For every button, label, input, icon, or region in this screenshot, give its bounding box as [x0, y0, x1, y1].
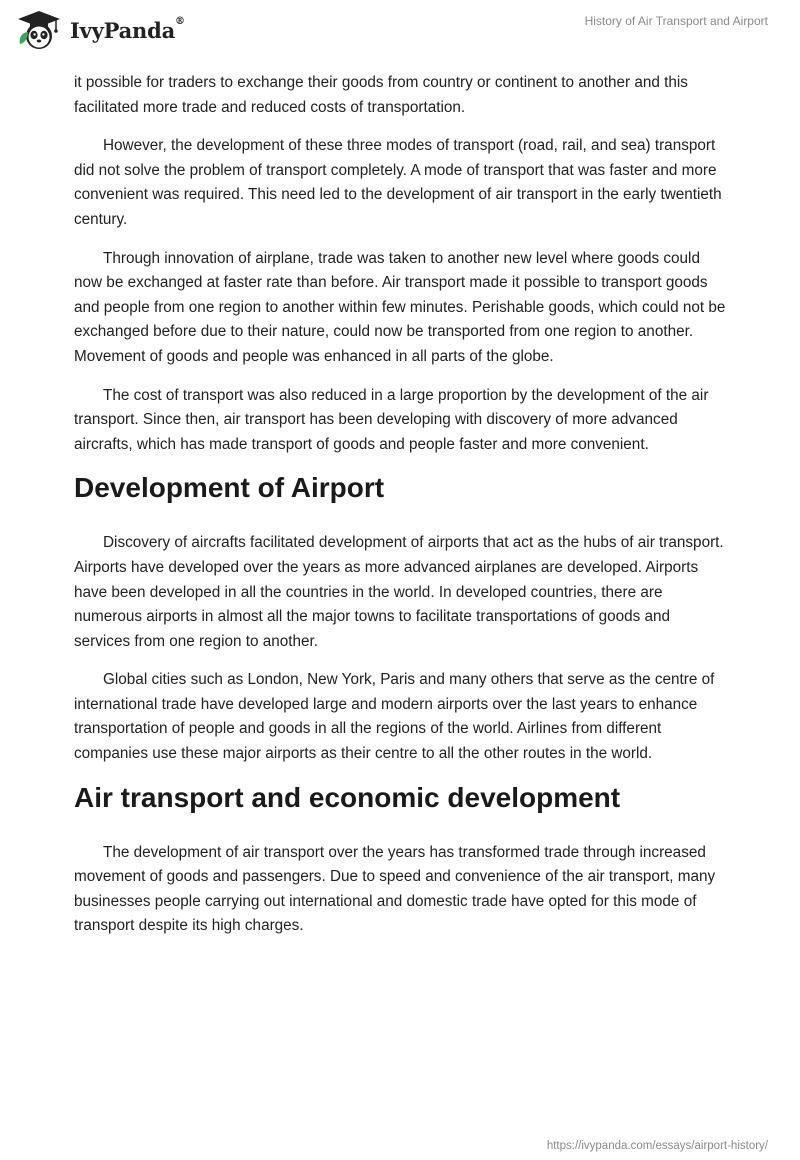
paragraph: Through innovation of airplane, trade was taken to another new level where goods could now be exchanged at faster rate than before. Air transport made it possible to transport goods and people from one region to another within few minutes. Perishable goods, which could not be exchanged before due to their nature, could now be transported from one region to another. Movement of goods and people was enhanced in all parts of the globe.	[74, 249, 726, 365]
brand-name: IvyPanda®	[70, 15, 185, 43]
paragraph: Global cities such as London, New York, Paris and many others that serve as the centre of international trade have developed large and modern airports over the last years to enhance transportation of people and goods in all the regions of the world. Airlines from different companies use these major airports as their centre to all the other routes in the world.	[74, 671, 715, 763]
running-title: History of Air Transport and Airport	[584, 14, 768, 28]
panda-graduate-icon	[16, 10, 62, 50]
paragraph: The development of air transport over the years has transformed trade through increased movement of goods and passengers. Due to speed and convenience of the air transport, many businesses people carrying out international and domestic trade have opted for this mode of transport despite its high charges.	[74, 843, 716, 935]
page-header	[0, 0, 800, 70]
section-heading: Development of Airport	[74, 472, 385, 504]
paragraph-continuation: it possible for traders to exchange their goods from country or continent to another and this facilitated more trade and reduced costs of transportation.	[74, 74, 688, 116]
paragraph: However, the development of these three modes of transport (road, rail, and sea) transport did not solve the problem of transport completely. A mode of transport that was faster and more convenient was required. This need led to the development of air transport in the early twentieth century.	[74, 137, 722, 228]
paragraph: Discovery of aircrafts facilitated development of airports that act as the hubs of air transport. Airports have developed over the years as more advanced airplanes are developed. Airports have been developed in all the countries in the world. In developed countries, there are numerous airports in almost all the major towns to facilitate transportations of goods and services from one region to another.	[74, 534, 724, 650]
essay-body	[74, 71, 728, 953]
brand-logo[interactable]	[16, 10, 185, 50]
paragraph: The cost of transport was also reduced in a large proportion by the development of the air transport. Since then, air transport has been developing with discovery of more advanced aircrafts, which has made transport of goods and people faster and more convenient.	[74, 386, 709, 453]
source-url[interactable]: https://ivypanda.com/essays/airport-history/	[546, 1140, 768, 1152]
section-heading: Air transport and economic development	[74, 781, 621, 813]
registered-mark: ®	[175, 15, 185, 27]
